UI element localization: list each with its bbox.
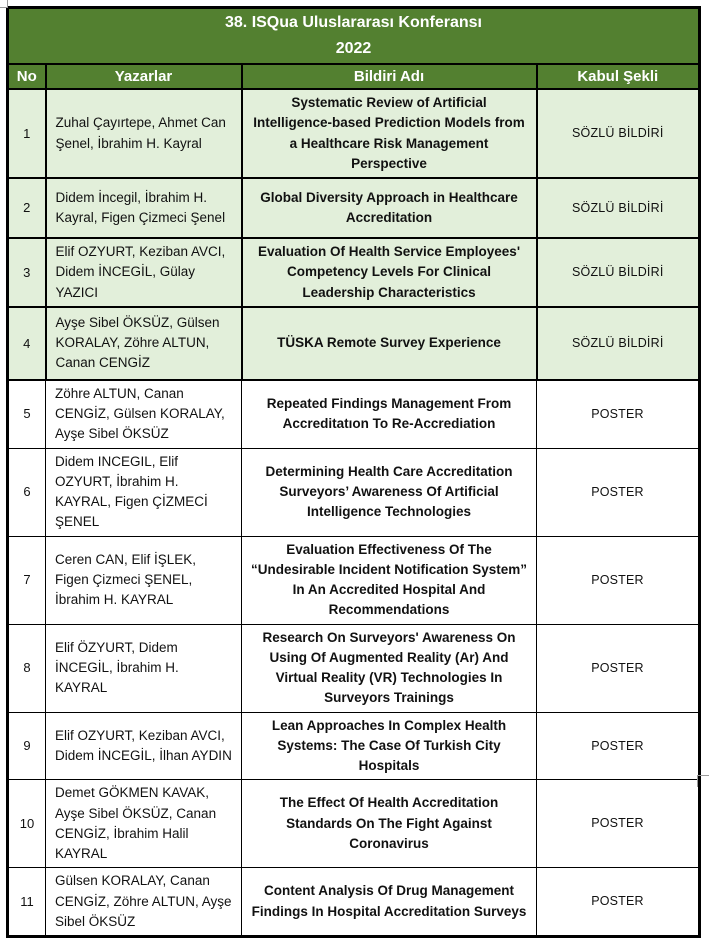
paper-title-cell: Lean Approaches In Complex Health Systems: The Case Of Turkish City Hospitals [242,712,537,780]
table-row [8,780,700,868]
paper-title-cell: Evaluation Of Health Service Employees' Competency Levels For Clinical Leadership Characteristics [242,238,537,307]
column-header-row [8,64,700,89]
authors-cell: Didem INCEGIL, Elif OZYURT, İbrahim H. KAYRAL, Figen ÇİZMECİ ŞENEL [46,448,242,536]
table-row [8,238,700,307]
row-number: 6 [8,448,46,536]
paper-title-cell: TÜSKA Remote Survey Experience [242,307,537,380]
artifact-bottom-right [697,775,709,787]
acceptance-type-cell: POSTER [537,448,700,536]
table-row [8,380,700,448]
table-title [8,8,700,65]
authors-cell: Ceren CAN, Elif İŞLEK, Figen Çizmeci ŞENEL, İbrahim H. KAYRAL [46,536,242,624]
row-number: 10 [8,780,46,868]
acceptance-type-cell: SÖZLÜ BİLDİRİ [537,89,700,178]
paper-title-cell: Systematic Review of Artificial Intelligence-based Prediction Models from a Healthcare Risk Management Perspective [242,89,537,178]
acceptance-type-cell: POSTER [537,868,700,937]
paper-title-cell: Evaluation Effectiveness Of The “Undesirable Incident Notification System” In An Accredited Hospital And Recommendations [242,536,537,624]
table-row [8,868,700,937]
table-row [8,178,700,238]
row-number: 4 [8,307,46,380]
table-body [8,89,700,937]
artifact-top-left [0,0,8,8]
acceptance-type-cell: POSTER [537,380,700,448]
acceptance-type-cell: POSTER [537,624,700,712]
title-line-1: 38. ISQua Uluslararası Konferansı [225,14,482,31]
title-line-2: 2022 [335,40,372,57]
paper-title-cell: Repeated Findings Management From Accreditatıon To Re-Accrediation [242,380,537,448]
authors-cell: Elif OZYURT, Keziban AVCI, Didem İNCEGİL, İlhan AYDIN [46,712,242,780]
col-header-no: No [8,64,46,89]
row-number: 7 [8,536,46,624]
authors-cell: Zöhre ALTUN, Canan CENGİZ, Gülsen KORALAY, Ayşe Sibel ÖKSÜZ [46,380,242,448]
authors-cell: Elif OZYURT, Keziban AVCI, Didem İNCEGİL, Gülay YAZICI [46,238,242,307]
col-header-authors: Yazarlar [46,64,242,89]
conference-papers-table [6,6,701,938]
paper-title-cell: Global Diversity Approach in Healthcare Accreditation [242,178,537,238]
authors-cell: Gülsen KORALAY, Canan CENGİZ, Zöhre ALTUN, Ayşe Sibel ÖKSÜZ [46,868,242,937]
row-number: 8 [8,624,46,712]
row-number: 2 [8,178,46,238]
acceptance-type-cell: SÖZLÜ BİLDİRİ [537,178,700,238]
col-header-paper-title: Bildiri Adı [242,64,537,89]
paper-title-cell: Content Analysis Of Drug Management Findings In Hospital Accreditation Surveys [242,868,537,937]
table-row [8,624,700,712]
row-number: 5 [8,380,46,448]
paper-title-cell: The Effect Of Health Accreditation Standards On The Fight Against Coronavirus [242,780,537,868]
acceptance-type-cell: SÖZLÜ BİLDİRİ [537,238,700,307]
table-row [8,536,700,624]
paper-title-cell: Determining Health Care Accreditation Surveyors’ Awareness Of Artificial Intelligence Technologies [242,448,537,536]
acceptance-type-cell: POSTER [537,536,700,624]
authors-cell: Zuhal Çayırtepe, Ahmet Can Şenel, İbrahim H. Kayral [46,89,242,178]
col-header-acceptance-type: Kabul Şekli [537,64,700,89]
paper-title-cell: Research On Surveyors' Awareness On Using Of Augmented Reality (Ar) And Virtual Reality (VR) Technologies In Surveyors Trainings [242,624,537,712]
table-row [8,448,700,536]
row-number: 1 [8,89,46,178]
row-number: 9 [8,712,46,780]
authors-cell: Demet GÖKMEN KAVAK, Ayşe Sibel ÖKSÜZ, Canan CENGİZ, İbrahim Halil KAYRAL [46,780,242,868]
table-row [8,307,700,380]
authors-cell: Ayşe Sibel ÖKSÜZ, Gülsen KORALAY, Zöhre ALTUN, Canan CENGİZ [46,307,242,380]
authors-cell: Elif ÖZYURT, Didem İNCEGİL, İbrahim H. KAYRAL [46,624,242,712]
row-number: 3 [8,238,46,307]
table-row [8,712,700,780]
acceptance-type-cell: SÖZLÜ BİLDİRİ [537,307,700,380]
table-row [8,89,700,178]
authors-cell: Didem İncegil, İbrahim H. Kayral, Figen Çizmeci Şenel [46,178,242,238]
acceptance-type-cell: POSTER [537,780,700,868]
acceptance-type-cell: POSTER [537,712,700,780]
row-number: 11 [8,868,46,937]
table-title-row [8,8,700,65]
